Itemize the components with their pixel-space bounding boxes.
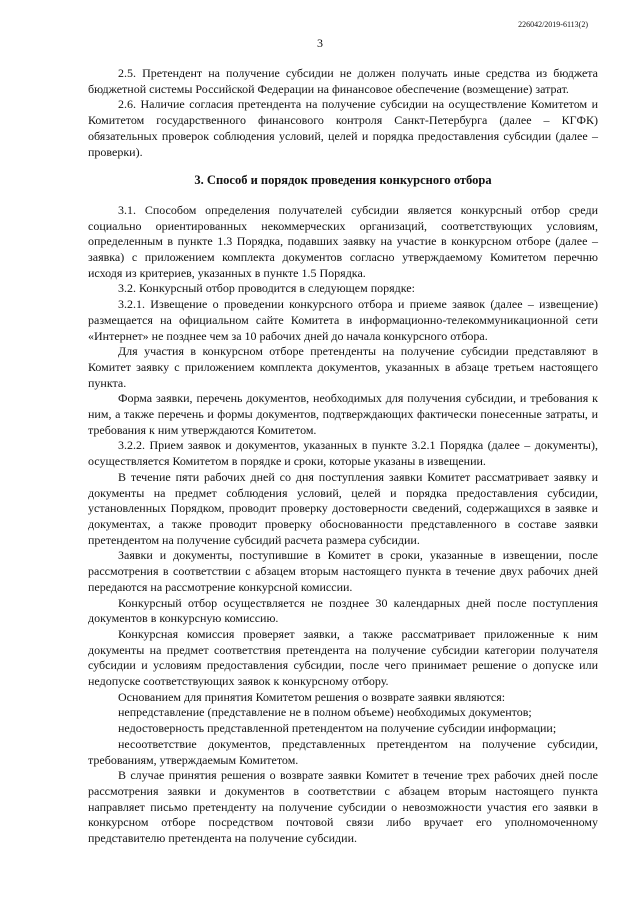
document-id: 226042/2019-6113(2) — [518, 20, 588, 29]
section-3-title: 3. Способ и порядок проведения конкурсного отбора — [194, 173, 492, 188]
paragraph-return: В случае принятия решения о возврате заявки Комитет в течение трех рабочих дней после рассмотрения заявки и документов в соответствии с абзацем вторым настоящего пункта направляет письмо претенденту на получение субсидии о невозможности участия его заявки в конкурсном отборе посредством почтовой связи либо вручает его уполномоченному представителю претендента на получение субсидии. — [88, 768, 598, 846]
paragraph-2-5: 2.5. Претендент на получение субсидии не должен получать иные средства из бюджета бюджетной системы Российской Федерации на финансовое обеспечение (возмещение) затрат. — [88, 66, 598, 96]
paragraph-2-6: 2.6. Наличие согласия претендента на получение субсидии на осуществление Комитетом и Комитетом государственного финансового контроля Санкт-Петербурга (далее – КГФК) обязательных проверок соблюдения условий, целей и порядка предоставления субсидии (далее – проверки). — [88, 97, 598, 159]
paragraph-3-2-2: 3.2.2. Прием заявок и документов, указанных в пункте 3.2.1 Порядка (далее – документы), осуществляется Комитетом в порядке и сроки, которые указаны в извещении. — [88, 438, 598, 469]
paragraph-five-days: В течение пяти рабочих дней со дня поступления заявки Комитет рассматривает заявку и документы на предмет соблюдения условий, целей и порядка предоставления субсидии, установленных Порядком, проводит проверку достоверности сведений, содержащихся в заявке и документах, а также проводит проверку обоснованности представленного в составе заявки претендентом на получение субсидий расчета размера субсидии. — [88, 469, 598, 547]
paragraph-30-days: Конкурсный отбор осуществляется не позднее 30 календарных дней после поступления документов в конкурсную комиссию. — [88, 595, 598, 626]
paragraph-ground-3: несоответствие документов, представленных претендентом на получение субсидии, требованиям, утверждаемым Комитетом. — [88, 736, 598, 767]
paragraph-form: Форма заявки, перечень документов, необходимых для получения субсидии, и требования к ним, а также перечень и формы документов, подтверждающих фактически понесенные затраты, и требования к ним утверждаются Комитетом. — [88, 391, 598, 437]
paragraph-two-days: Заявки и документы, поступившие в Комитет в сроки, указанные в извещении, после рассмотрения в соответствии с абзацем вторым настоящего пункта в течение двух рабочих дней передаются на рассмотрение конкурсной комиссии. — [88, 548, 598, 594]
paragraph-ground-2: недостоверность представленной претендентом на получение субсидии информации; — [118, 721, 557, 736]
paragraph-participation: Для участия в конкурсном отборе претенденты на получение субсидии представляют в Комитет заявку с приложением комплекта документов, указанных в абзаце третьем настоящего пункта. — [88, 344, 598, 390]
page-number: 3 — [317, 36, 323, 50]
document-body — [88, 66, 598, 847]
paragraph-3-2-1: 3.2.1. Извещение о проведении конкурсного отбора и приеме заявок (далее – извещение) размещается на официальном сайте Комитета в информационно-телекоммуникационной сети «Интернет» не позднее чем за 10 рабочих дней до начала конкурсного отбора. — [88, 297, 598, 343]
paragraph-commission: Конкурсная комиссия проверяет заявки, а также рассматривает приложенные к ним документы на предмет соответствия претендента на получение субсидии категории получателя субсидии и условиям предоставления субсидии, после чего принимает решение о допуске или недопуске соответствующих заявок к конкурсному отбору. — [88, 626, 598, 689]
paragraph-ground-1: непредставление (представление не в полном объеме) необходимых документов; — [118, 705, 532, 720]
paragraph-3-1: 3.1. Способом определения получателей субсидии является конкурсный отбор среди социально ориентированных некоммерческих организаций, соответствующих условиям, определенным в пункте 1.3 Порядка, подавших заявку на участие в конкурсном отборе (далее – заявка) с приложением комплекта документов согласно утверждаемому Комитетом перечню исходя из критериев, указанных в пункте 1.5 Порядка. — [88, 202, 598, 280]
paragraph-grounds: Основанием для принятия Комитетом решения о возврате заявки являются: — [118, 689, 506, 704]
paragraph-3-2: 3.2. Конкурсный отбор проводится в следующем порядке: — [118, 281, 415, 296]
